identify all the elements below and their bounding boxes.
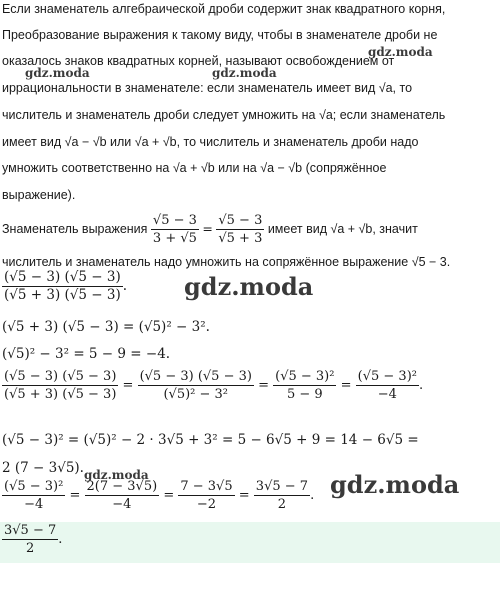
text-line: имеет вид √a − √b или √a + √b, то числитель и знаменатель дроби надо	[2, 135, 419, 149]
fraction-denominator: (√5 + 3) (√5 − 3)	[4, 287, 121, 303]
fraction	[254, 478, 310, 513]
fraction	[273, 368, 336, 403]
math-step-4: $\frac{(√5 - 3) (√5 - 3)}{(√5 + 3) (√5 - 3)}$ = $\frac{(√5 - 3) (√5 - 3)}{\text{(√5)² − 3²}}$ = $\frac{\text{(√5 − 3)²}}{5 - 9}$ = $\frac{\text{(√5 − 3)²}}{-4}$ .	[4, 369, 424, 402]
fraction	[2, 478, 65, 513]
text-line: Преобразование выражения к такому виду, чтобы в знаменателе дроби не	[2, 28, 438, 42]
math-step-3: (√5)² − 3² = 5 − 9 = −4.	[2, 346, 171, 362]
fraction	[138, 368, 254, 403]
fraction-denominator: (√5 + 3) (√5 − 3)	[4, 387, 117, 402]
watermark: gdz.moda	[184, 272, 314, 301]
fraction	[151, 212, 199, 247]
fraction-denominator: −4	[377, 387, 397, 402]
watermark: gdz.moda	[368, 45, 433, 59]
fraction-denominator: −4	[24, 497, 44, 512]
math-step-6: 2 (7 − 3√5).	[2, 460, 84, 476]
fraction-denominator: −4	[112, 497, 132, 512]
fraction-numerator: (√5 − 3) (√5 − 3)	[139, 369, 252, 384]
text-line: оказалось знаков квадратных корней, называют освобождением от	[2, 54, 395, 68]
example-tail: имеет вид √a + √b, значит	[267, 222, 418, 236]
watermark: gdz.moda	[84, 468, 149, 482]
text-line: умножить соответственно на √a + √b или на √a − √b (сопряжённое	[2, 161, 387, 175]
answer-highlight	[0, 522, 500, 563]
fraction-numerator: 3√5 − 7	[4, 523, 57, 538]
fraction	[356, 368, 419, 403]
text-line: Если знаменатель алгебраической дроби содержит знак квадратного корня,	[2, 2, 446, 16]
math-step-2: (√5 + 3) (√5 − 3) = (√5)² − 3².	[2, 319, 210, 335]
period: .	[122, 278, 128, 294]
fraction	[85, 478, 160, 513]
fraction-numerator: √5 − 3	[218, 213, 263, 229]
fraction-numerator: (√5 − 3)²	[4, 479, 64, 494]
math-step-5: (√5 − 3)² = (√5)² − 2 · 3√5 + 3² = 5 − 6√5 + 9 = 14 − 6√5 =	[2, 432, 419, 448]
text-line: выражение).	[2, 188, 76, 202]
math-step-7: $\frac{\text{(√5 − 3)²}}{-4}$ = $\frac{2(7 - 3√5)}{-4}$ = $\frac{7 - 3√5}{-2}$ = $\frac{3√5 - 7}{2}$ .	[4, 479, 315, 512]
watermark: gdz.moda	[330, 470, 460, 499]
text-line: иррациональности в знаменателе: если знаменатель имеет вид √a, то	[2, 81, 413, 95]
fraction	[2, 368, 118, 403]
fraction-denominator: 3 + √5	[152, 231, 197, 247]
math-step-1	[2, 269, 127, 304]
fraction-numerator: (√5 − 3) (√5 − 3)	[4, 369, 117, 384]
fraction-denominator: (√5)² − 3²	[163, 387, 229, 402]
fraction-numerator: (√5 − 3) (√5 − 3)	[4, 269, 121, 285]
answer	[2, 522, 62, 557]
fraction-denominator: 2	[277, 497, 287, 512]
fraction-numerator: 7 − 3√5	[180, 479, 233, 494]
fraction-denominator: √5 + 3	[218, 231, 263, 247]
fraction-numerator: (√5 − 3)²	[275, 369, 335, 384]
fraction	[2, 269, 123, 304]
fraction-numerator: √5 − 3	[152, 213, 197, 229]
equals-sign: =	[202, 221, 213, 236]
fraction-numerator: 2(7 − 3√5)	[86, 479, 158, 494]
fraction-denominator: 2	[25, 541, 35, 556]
example-intro: Знаменатель выражения	[2, 222, 148, 236]
fraction-denominator: −2	[196, 497, 217, 512]
watermark: gdz.moda	[212, 66, 277, 80]
fraction	[178, 478, 234, 513]
example-line	[2, 210, 418, 248]
text-line: числитель и знаменатель надо умножить на сопряжённое выражение √5 − 3.	[2, 255, 451, 269]
fraction-numerator: 3√5 − 7	[255, 479, 309, 494]
fraction-numerator: (√5 − 3)²	[357, 369, 417, 384]
period: .	[58, 532, 63, 547]
fraction	[216, 212, 264, 247]
fraction-denominator: 5 − 9	[286, 387, 323, 402]
fraction	[2, 522, 58, 557]
text-line: числитель и знаменатель дроби следует умножить на √a; если знаменатель	[2, 108, 446, 122]
watermark: gdz.moda	[25, 66, 90, 80]
